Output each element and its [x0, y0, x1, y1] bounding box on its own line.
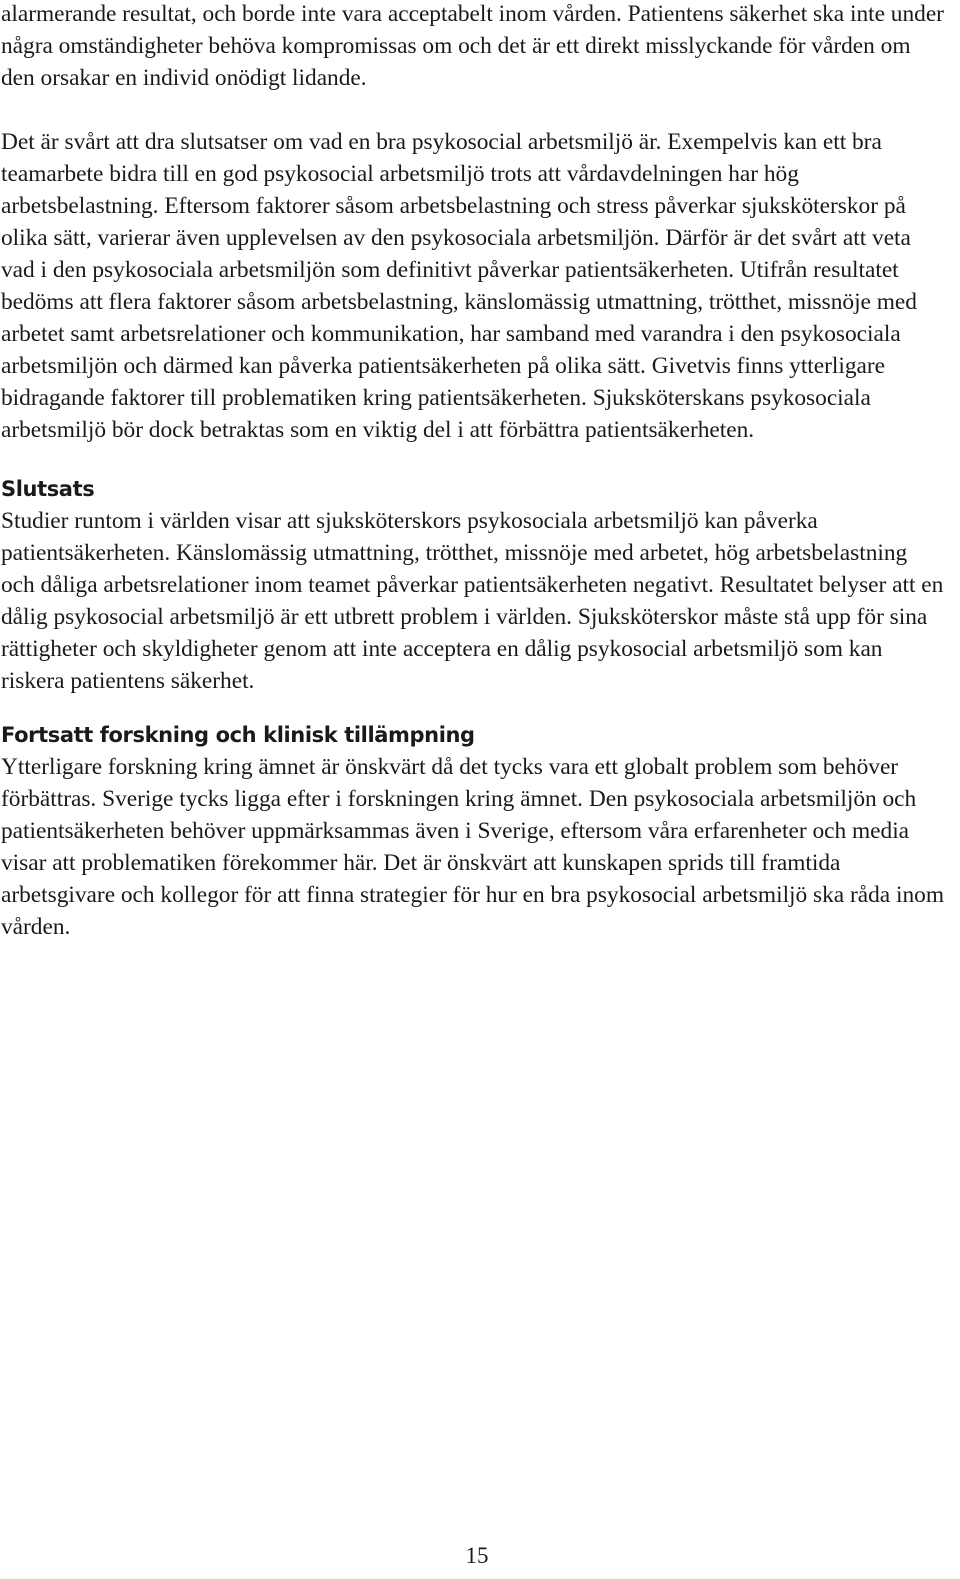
further-research-paragraph: Ytterligare forskning kring ämnet är önskvärt då det tycks vara ett globalt problem som behöver förbättras. Sverige tycks ligga efter i forskningen kring ämnet. Den psykosociala arbetsmiljön och patientsäkerheten behöver uppmärksammas även i Sverige, eftersom våra erfarenheter och media visar att problematiken förekommer här. Det är önskvärt att kunskapen sprids till framtida arbetsgivare och kollegor för att finna strategier för hur en bra psykosocial arbetsmiljö ska råda inom vården.	[1, 754, 944, 940]
page-number: 15	[465, 1543, 489, 1568]
conclusion-paragraph: Studier runtom i världen visar att sjuksköterskors psykosociala arbetsmiljö kan påverka patientsäkerheten. Känslomässig utmattning, trötthet, missnöje med arbetet, hög arbetsbelastning och dåliga arbetsrelationer inom teamet påverkar patientsäkerheten negativt. Resultatet belyser att en dålig psykosocial arbetsmiljö är ett utbrett problem i världen. Sjuksköterskor måste stå upp för sina rättigheter och skyldigheter genom att inte acceptera en dålig psykosocial arbetsmiljö som kan riskera patientens säkerhet.	[1, 508, 944, 694]
document-body	[1, 0, 946, 943]
intro-paragraph-2: Det är svårt att dra slutsatser om vad en bra psykosocial arbetsmiljö är. Exempelvis kan ett bra teamarbete bidra till en god psykosocial arbetsmiljö trots att vårdavdelningen har hög arbetsbelastning. Eftersom faktorer såsom arbetsbelastning och stress påverkar sjuksköterskor på olika sätt, varierar även upplevelsen av den psykosociala arbetsmiljön. Därför är det svårt att veta vad i den psykosociala arbetsmiljön som definitivt påverkar patientsäkerheten. Utifrån resultatet bedöms att flera faktorer såsom arbetsbelastning, känslomässig utmattning, trötthet, missnöje med arbetet samt arbetsrelationer och kommunikation, har samband med varandra i den psykosociala arbetsmiljön och därmed kan påverka patientsäkerheten på olika sätt. Givetvis finns ytterligare bidragande faktorer till problematiken kring patientsäkerheten. Sjuksköterskans psykosociala arbetsmiljö bör dock betraktas som en viktig del i att förbättra patientsäkerheten.	[1, 129, 917, 443]
conclusion-heading: Slutsats	[1, 477, 95, 501]
intro-paragraph-1: alarmerande resultat, och borde inte vara acceptabelt inom vården. Patientens säkerhet ska inte under några omständigheter behöva kompromissas om och det är ett direkt misslyckande för vården om den orsakar en individ onödigt lidande.	[1, 1, 944, 91]
further-research-heading: Fortsatt forskning och klinisk tillämpning	[1, 723, 475, 747]
